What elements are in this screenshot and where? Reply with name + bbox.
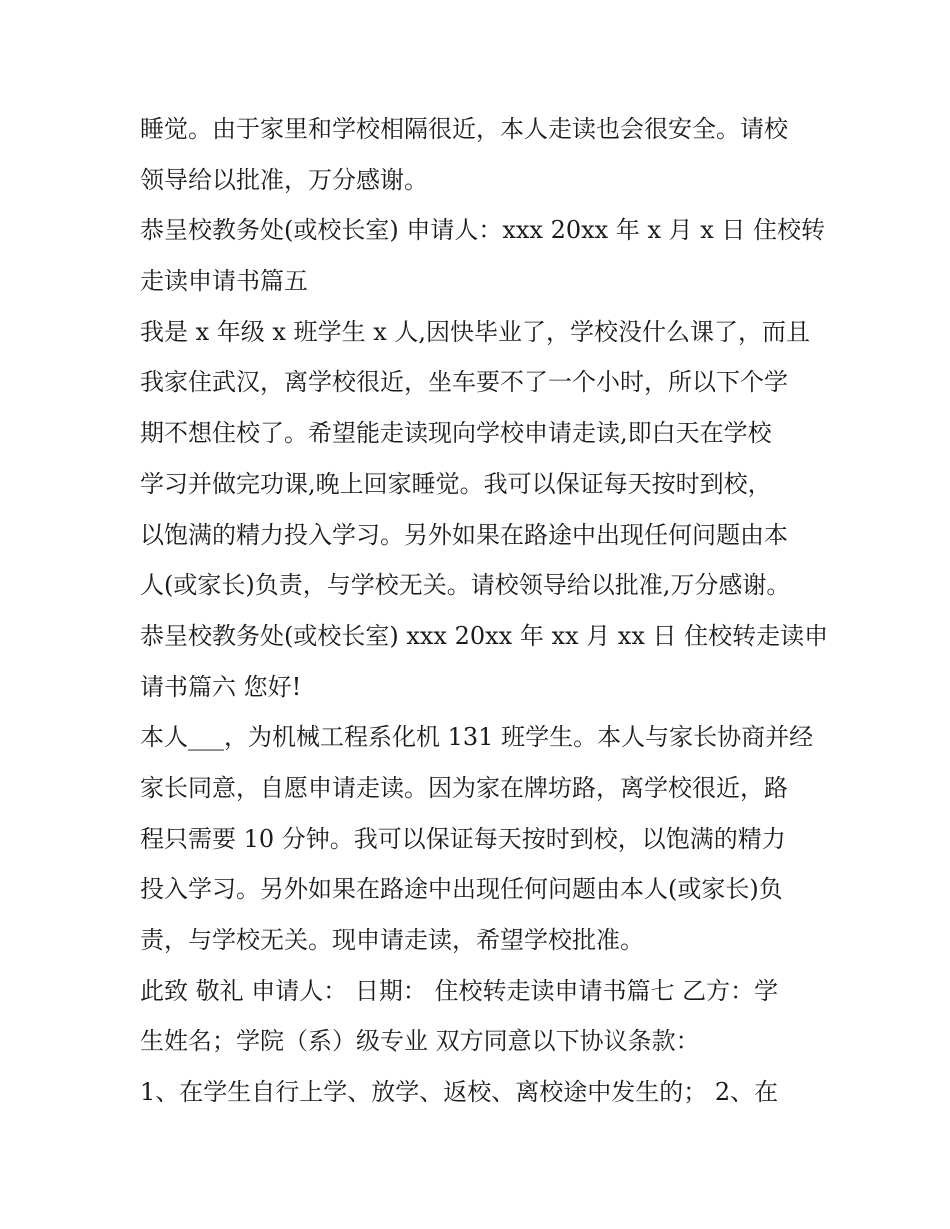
text-line: 恭呈校教务处(或校长室) xxx 20xx 年 xx 月 xx 日 住校转走读申 — [140, 621, 829, 650]
text-line: 领导给以批准，万分感谢。 — [140, 165, 428, 194]
text-line: 期不想住校了。希望能走读现向学校申请走读,即白天在学校 — [140, 419, 772, 448]
text-line: 人(或家长)负责，与学校无关。请校领导给以批准,万分感谢。 — [140, 571, 791, 600]
text-line: 我家住武汉，离学校很近，坐车要不了一个小时，所以下个学 — [140, 368, 788, 397]
text-line: 走读申请书篇五 — [140, 267, 308, 296]
text-line: 1、在学生自行上学、放学、返校、离校途中发生的； 2、在 — [140, 1078, 779, 1107]
text-line: 请书篇六 您好! — [140, 672, 302, 701]
text-line: 此致 敬礼 申请人： 日期： 住校转走读申请书篇七 乙方：学 — [140, 976, 779, 1005]
document-body — [140, 104, 829, 1118]
text-line: 生姓名；学院（系）级专业 双方同意以下协议条款： — [140, 1027, 700, 1056]
text-line: 程只需要 10 分钟。我可以保证每天按时到校，以饱满的精力 — [140, 824, 786, 853]
text-line: 我是 x 年级 x 班学生 x 人,因快毕业了，学校没什么课了，而且 — [140, 317, 811, 346]
text-line: 恭呈校教务处(或校长室) 申请人：xxx 20xx 年 x 月 x 日 住校转 — [140, 216, 826, 245]
text-line: 学习并做完功课,晚上回家睡觉。我可以保证每天按时到校， — [140, 469, 772, 498]
text-line: 以饱满的精力投入学习。另外如果在路途中出现任何问题由本 — [140, 520, 788, 549]
text-line: 本人___，为机械工程系化机 131 班学生。本人与家长协商并经 — [140, 723, 814, 752]
text-line: 睡觉。由于家里和学校相隔很近，本人走读也会很安全。请校 — [140, 115, 788, 143]
text-line: 家长同意，自愿申请走读。因为家在牌坊路，离学校很近，路 — [140, 773, 788, 802]
text-line: 投入学习。另外如果在路途中出现任何问题由本人(或家长)负 — [140, 875, 783, 904]
text-line: 责，与学校无关。现申请走读，希望学校批准。 — [140, 926, 644, 954]
